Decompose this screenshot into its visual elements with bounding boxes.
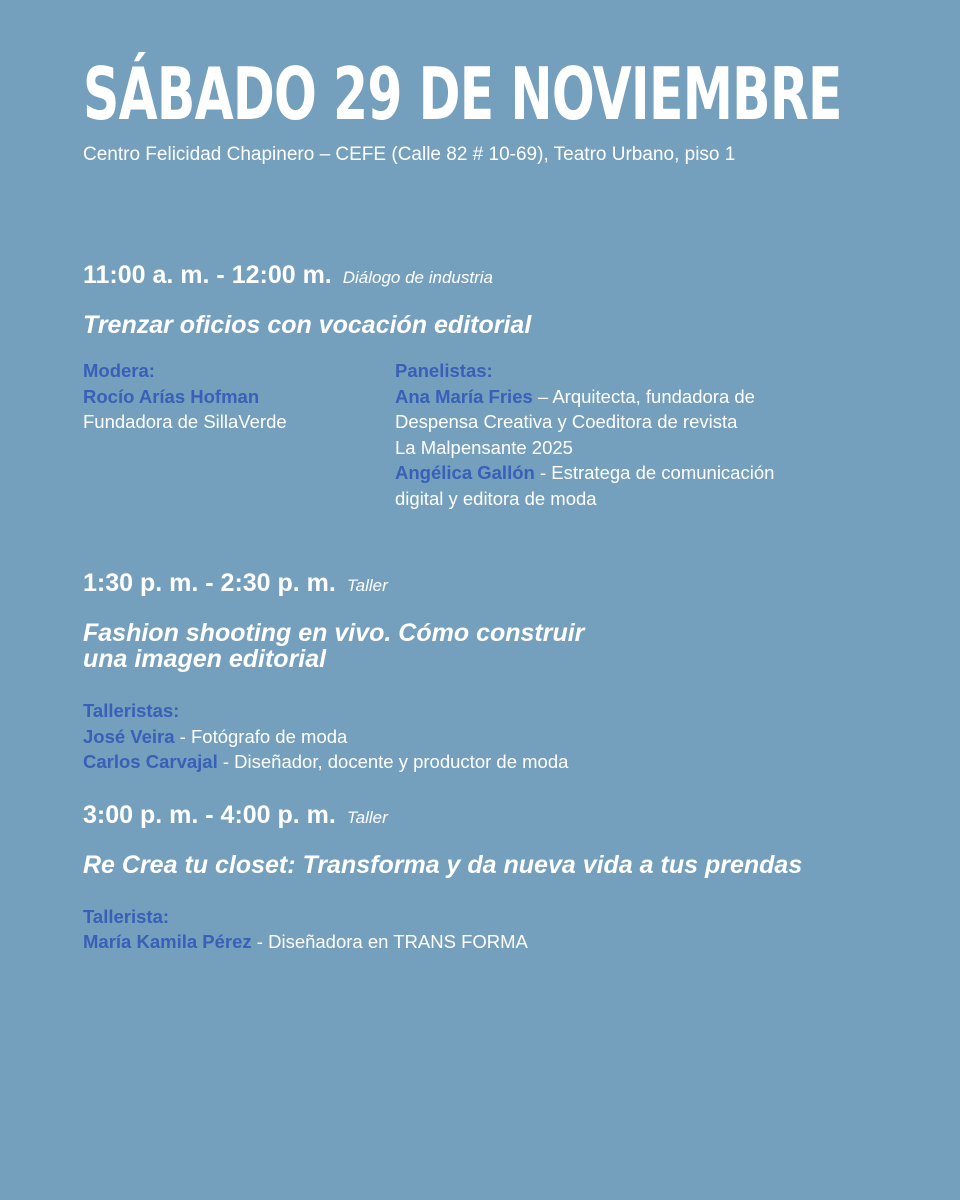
session-3-time: 3:00 p. m. - 4:00 p. m. — [83, 800, 336, 829]
talleristas-label: Talleristas: — [83, 700, 180, 721]
session-2-time: 1:30 p. m. - 2:30 p. m. — [83, 569, 336, 597]
session-2 — [83, 569, 933, 775]
session-2-time-line — [83, 569, 933, 598]
tallerista-2-desc: - Diseñador, docente y productor de moda — [217, 751, 569, 772]
tallerista-3 — [83, 929, 933, 955]
venue-line: Centro Felicidad Chapinero – CEFE (Calle 82 # 10-69), Teatro Urbano, piso 1 — [83, 144, 736, 165]
tallerista-1 — [83, 724, 933, 750]
session-1-time-line — [83, 261, 933, 290]
panelist-1-name: Ana María Fries — [395, 385, 533, 407]
session-2-title-line-2: una imagen editorial — [83, 645, 327, 673]
session-2-people — [83, 698, 933, 775]
event-schedule — [83, 52, 933, 955]
session-1-people — [83, 358, 933, 511]
moderator-block — [83, 358, 395, 511]
session-1-title: Trenzar oficios con vocación editorial — [83, 311, 532, 339]
session-3 — [83, 801, 933, 955]
panelist-2-desc-a: - Estratega de comunicación — [534, 462, 775, 483]
panelists-label: Panelistas: — [395, 360, 493, 381]
panelist-1-desc-c: La Malpensante 2025 — [395, 436, 573, 458]
session-2-kind: Taller — [346, 576, 388, 595]
panelist-1 — [395, 384, 855, 410]
panelist-2-name: Angélica Gallón — [395, 462, 535, 483]
tallerista-3-desc: - Diseñadora en TRANS FORMA — [251, 931, 528, 952]
panelists-block — [395, 358, 855, 511]
panelist-1-desc-b: Despensa Creativa y Coeditora de revista — [395, 411, 738, 432]
session-2-title — [83, 620, 933, 672]
session-3-time-line — [83, 801, 933, 830]
moderator-label: Modera: — [83, 360, 155, 381]
session-3-title: Re Crea tu closet: Transforma y da nueva vida a tus prendas — [83, 850, 803, 879]
session-2-title-line-1: Fashion shooting en vivo. Cómo construir — [83, 619, 585, 647]
session-1 — [83, 261, 933, 511]
tallerista-2-name: Carlos Carvajal — [83, 751, 218, 772]
session-3-people — [83, 904, 933, 955]
moderator-desc: Fundadora de SillaVerde — [83, 411, 287, 432]
tallerista-2 — [83, 749, 933, 775]
session-1-time: 11:00 a. m. - 12:00 m. — [83, 261, 332, 289]
page-title: SÁBADO 29 DE NOVIEMBRE — [83, 52, 842, 136]
tallerista-1-name: José Veira — [83, 725, 175, 747]
panelist-2 — [395, 460, 855, 486]
tallerista-3-name: María Kamila Pérez — [83, 931, 252, 952]
tallerista-label: Tallerista: — [83, 905, 170, 927]
session-3-kind: Taller — [346, 807, 388, 827]
panelist-2-desc-b: digital y editora de moda — [395, 487, 597, 509]
session-1-kind: Diálogo de industria — [342, 268, 493, 287]
tallerista-1-desc: - Fotógrafo de moda — [174, 725, 348, 747]
moderator-name: Rocío Arías Hofman — [83, 385, 260, 407]
panelist-1-desc-a: – Arquitecta, fundadora de — [532, 385, 755, 407]
